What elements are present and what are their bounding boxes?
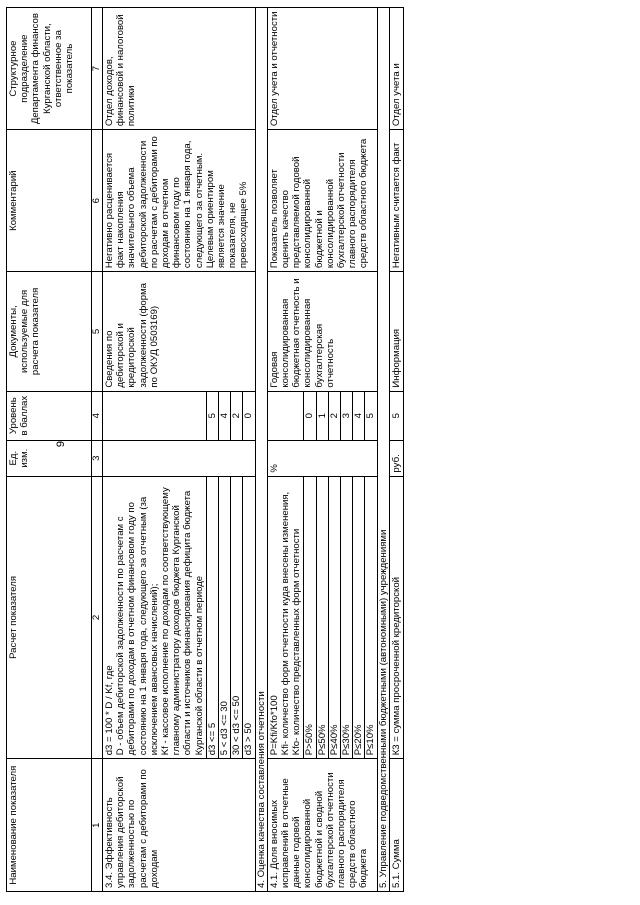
section-title: 4. Оценка качества составления отчетности [255, 8, 267, 892]
col-number: 1 [92, 759, 103, 892]
level-condition: P≤10% [365, 476, 377, 759]
level-cell [103, 391, 207, 440]
docs-cell: Информация [389, 272, 403, 391]
comment-cell: Показатель позволяет оценить качество представляемой годовой консолидированной бюджетной и консолидированной бухгалтерской отчетности главного распорядителя средств областного бюджета [267, 130, 377, 272]
level-score: 2 [328, 391, 340, 440]
level-score: 5 [365, 391, 377, 440]
definition: Kfo- количество представленных форм отчетности [291, 528, 303, 756]
dept-cell: Отдел учета и [389, 8, 403, 130]
level-score: 0 [304, 391, 316, 440]
level-score: 2 [231, 391, 243, 440]
table-row [267, 8, 304, 892]
header-name: Наименование показателя [7, 759, 92, 892]
calc-cell: К3 = сумма просроченной кредиторской [389, 476, 403, 759]
header-level: Уровень в баллах [7, 391, 92, 440]
definition: D - объем дебиторской задолженности по расчетам с дебиторами по доходам в отчетном финансовом году по состоянию на 1 января года, следующего за отчетным (за исключением авансовых начислений); [115, 496, 160, 756]
level-cell [267, 391, 304, 440]
level-condition: P≤40% [328, 476, 340, 759]
col-number: 2 [92, 476, 103, 759]
formula: d3 = 100 * D / Kf, где [104, 665, 115, 756]
level-condition: d3 <= 5 [206, 476, 218, 759]
level-score: 4 [353, 391, 365, 440]
level-condition: P≤20% [353, 476, 365, 759]
level-condition: 30 < d3 <= 50 [231, 476, 243, 759]
comment-cell: Негативно расценивается факт накопления значительного объема дебиторской задолженности по расчетам с дебиторами по доходам в отчетном финансовом году по состоянию на 1 января года, следующего за отчетным. Целевым ориентиром является значение показателя, не превосходящее 5% [103, 130, 256, 272]
indicator-name: 4.1. Доля вносимых исправлений в отчетные данные годовой консолидированной бюджетной и сводной бухгалтерской отчетности главного распорядителя средств областного бюджета [267, 759, 377, 892]
col-number: 3 [92, 440, 103, 476]
header-comment: Комментарий [7, 130, 92, 272]
level-score: 3 [341, 391, 353, 440]
indicator-name: 3.4. Эффективность управления дебиторской задолженностью по расчетам с дебиторами по доходам [103, 759, 256, 892]
table-row [103, 8, 207, 892]
level-score: 1 [316, 391, 328, 440]
dept-cell: Отдел учета и отчетности [267, 8, 377, 130]
level-score: 0 [243, 391, 255, 440]
table-row [389, 8, 403, 892]
comment-cell: Негативным считается факт [389, 130, 403, 272]
unit-cell [103, 440, 256, 476]
section-row [255, 8, 267, 892]
indicator-name: 5.1. Сумма [389, 759, 403, 892]
rotated-document-page [6, 7, 446, 892]
header-dept: Структурное подразделение Департамента финансов Курганской области, ответственное за показатель [7, 8, 92, 130]
unit-cell: % [267, 440, 377, 476]
section-title: 5. Управление подведомственными бюджетными (автономными) учреждениями [377, 8, 389, 892]
col-number: 5 [92, 272, 103, 391]
calc-cell [103, 476, 207, 759]
formula: P=Kfi/Kfo*100 [268, 695, 280, 756]
page-number: 9 [55, 440, 68, 448]
level-condition: d3 > 50 [243, 476, 255, 759]
header-docs: Документы, используемые для расчета показателя [7, 272, 92, 391]
indicators-table [6, 7, 404, 892]
col-number: 6 [92, 130, 103, 272]
level-condition: P≤30% [341, 476, 353, 759]
section-row [377, 8, 389, 892]
definition: Kf - кассовое исполнение по доходам по соответствующему главному администратору доходов бюджета Курганской области и источников финансирования дефицита бюджета Курганской области в отчетном периоде [160, 487, 205, 756]
col-number: 4 [92, 391, 103, 440]
header-row [7, 8, 92, 892]
level-score: 4 [219, 391, 231, 440]
level-condition: P≤50% [316, 476, 328, 759]
dept-cell: Отдел доходов, финансовой и налоговой политики [103, 8, 256, 130]
docs-cell: Годовая консолидированная бюджетная отчетность и консолидированная бухгалтерская отчетность [267, 272, 377, 391]
col-number: 7 [92, 8, 103, 130]
level-condition: 5 < d3 <= 30 [219, 476, 231, 759]
definition: Kfi- количество форм отчетности куда внесены изменения, [280, 491, 292, 756]
header-calc: Расчет показателя [7, 476, 92, 759]
docs-cell: Сведения по дебиторской и кредиторской задолженности (форма по ОКУД 0503169) [103, 272, 256, 391]
level-condition: P>50% [304, 476, 316, 759]
level-score: 5 [206, 391, 218, 440]
calc-cell [267, 476, 304, 759]
unit-cell: руб. [389, 440, 403, 476]
header-unit: Ед. изм. [7, 440, 92, 476]
column-number-row [92, 8, 103, 892]
level-cell: 5 [389, 391, 403, 440]
